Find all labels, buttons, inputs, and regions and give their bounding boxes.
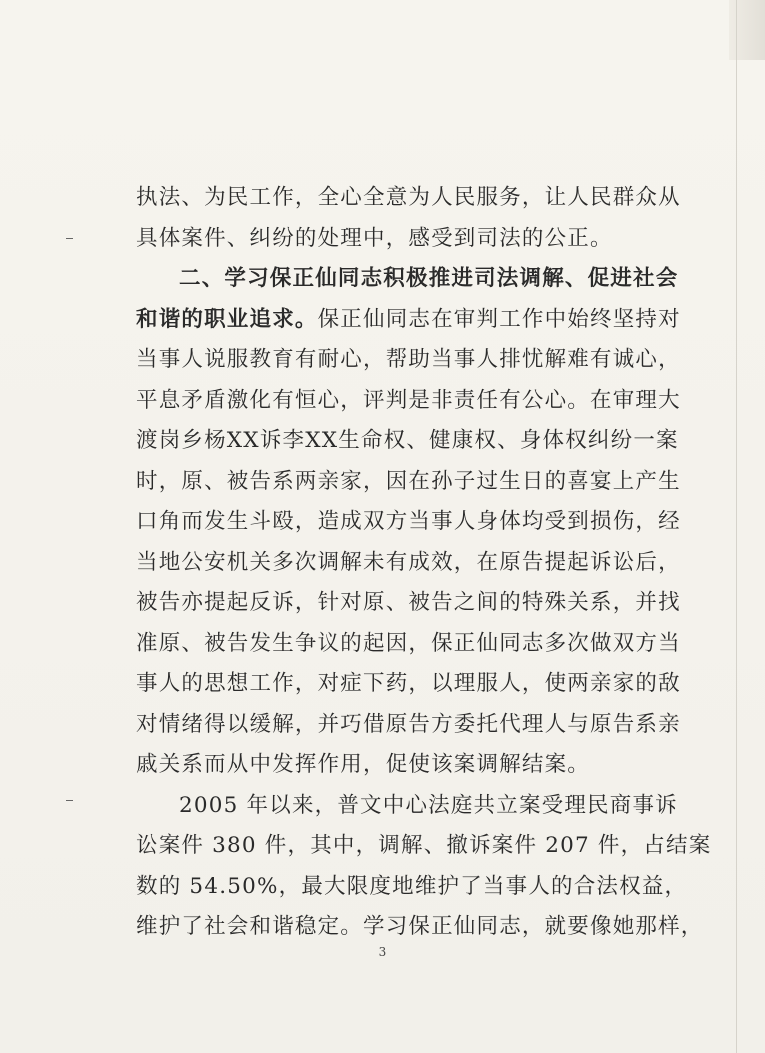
scan-corner-shadow <box>729 0 765 60</box>
text-line: 当地公安机关多次调解未有成效，在原告提起诉讼后， <box>136 549 681 575</box>
page-number: 3 <box>378 945 387 959</box>
section-heading: 二、学习保正仙同志积极推进司法调解、促进社会 <box>179 266 679 291</box>
text-span: 保正仙同志在审判工作中始终坚持对 <box>317 306 681 332</box>
text-line: 数的 54.50%，最大限度地维护了当事人的合法权益， <box>136 873 688 899</box>
scan-edge-line <box>736 0 737 1053</box>
text-line: 平息矛盾激化有恒心，评判是非责任有公心。在审理大 <box>136 387 681 413</box>
text-line <box>136 300 681 341</box>
text-line: 执法、为民工作，全心全意为人民服务，让人民群众从 <box>136 185 681 210</box>
text-line: 2005 年以来，普文中心法庭共立案受理民商事诉 <box>179 792 678 818</box>
text-line: 戚关系而从中发挥作用，促使该案调解结案。 <box>136 752 591 777</box>
margin-mark <box>66 800 73 801</box>
text-line: 对情绪得以缓解，并巧借原告方委托代理人与原告系亲 <box>136 711 681 737</box>
text-line: 具体案件、纠纷的处理中，感受到司法的公正。 <box>136 225 613 251</box>
text-line: 当事人说服教育有耐心，帮助当事人排忧解难有诚心， <box>136 347 681 372</box>
text-line: 准原、被告发生争议的起因，保正仙同志多次做双方当 <box>136 630 681 656</box>
text-line: 事人的思想工作，对症下药，以理服人，使两亲家的敌 <box>136 671 681 696</box>
text-line: 时，原、被告系两亲家，因在孙子过生日的喜宴上产生 <box>136 468 681 494</box>
text-line: 口角而发生斗殴，造成双方当事人身体均受到损伤，经 <box>136 509 681 534</box>
margin-mark <box>66 238 73 239</box>
document-body <box>136 178 712 948</box>
text-line: 被告亦提起反诉，针对原、被告之间的特殊关系，并找 <box>136 590 681 615</box>
text-line: 渡岗乡杨XX诉李XX生命权、健康权、身体权纠纷一案 <box>136 428 679 453</box>
section-heading-end: 和谐的职业追求。 <box>136 306 318 332</box>
text-line: 讼案件 380 件，其中，调解、撤诉案件 207 件，占结案 <box>136 833 712 858</box>
text-line: 维护了社会和谐稳定。学习保正仙同志，就要像她那样， <box>136 914 704 939</box>
